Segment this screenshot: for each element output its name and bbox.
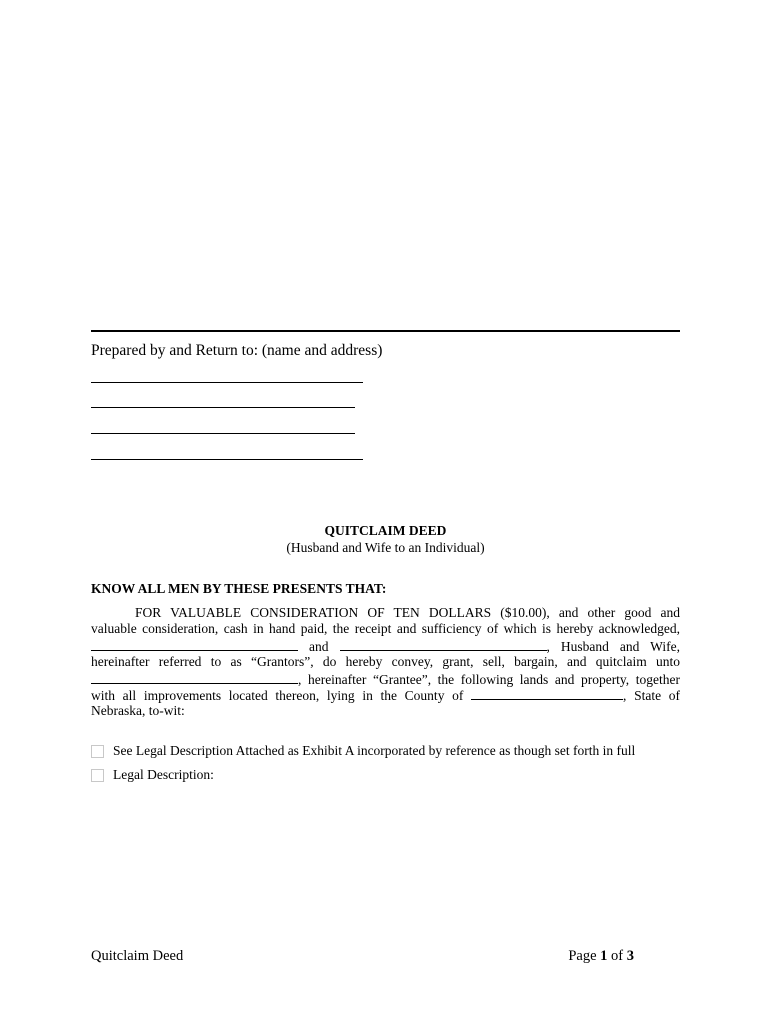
deed-title: QUITCLAIM DEED <box>324 523 447 538</box>
legal-description-label: Legal Description: <box>113 767 214 782</box>
return-address-line-4 <box>91 459 363 460</box>
and-word: and <box>309 638 329 654</box>
grantee-blank <box>91 671 298 684</box>
return-address-line-3 <box>91 433 355 434</box>
paragraph-line-2: valuable consideration, cash in hand paid, the receipt and sufficiency of which is hereby acknowledged, <box>91 621 680 637</box>
of-word: of <box>611 948 624 964</box>
paragraph-line-7: Nebraska, to-wit: <box>91 703 185 719</box>
conveyance-paragraph <box>91 605 680 720</box>
return-address-line-1 <box>91 382 363 383</box>
return-address-line-2 <box>91 407 355 408</box>
page-total: 3 <box>626 948 634 964</box>
grantor-2-blank <box>340 638 547 651</box>
footer-page-number <box>568 948 634 965</box>
county-blank <box>471 687 623 700</box>
footer-doc-name: Quitclaim Deed <box>91 948 184 964</box>
page-word: Page <box>568 948 597 964</box>
paragraph-line-4: hereinafter referred to as “Grantors”, do hereby convey, grant, sell, bargain, and quitclaim unto <box>91 654 680 670</box>
legal-description-checkbox[interactable] <box>91 769 104 782</box>
prepared-by-label: Prepared by and Return to: (name and address) <box>91 342 383 359</box>
paragraph-line-5 <box>91 671 680 687</box>
exhibit-option[interactable] <box>91 743 635 759</box>
paragraph-line-6 <box>91 687 680 703</box>
county-text: with all improvements located thereon, lying in the County of <box>91 687 464 703</box>
grantor-1-blank <box>91 638 298 651</box>
top-divider <box>91 330 680 332</box>
paragraph-line-1: FOR VALUABLE CONSIDERATION OF TEN DOLLARS ($10.00), and other good and <box>135 605 680 620</box>
page-current: 1 <box>600 948 608 964</box>
paragraph-line-3 <box>91 638 680 654</box>
exhibit-checkbox[interactable] <box>91 745 104 758</box>
legal-description-option[interactable] <box>91 767 214 783</box>
exhibit-label: See Legal Description Attached as Exhibit A incorporated by reference as though set forth in full <box>113 743 636 758</box>
husband-wife-text: , Husband and Wife, <box>546 638 681 654</box>
state-text: , State of <box>623 687 680 703</box>
grantee-text: , hereinafter “Grantee”, the following lands and property, together <box>298 671 680 687</box>
preamble-heading: KNOW ALL MEN BY THESE PRESENTS THAT: <box>91 581 387 596</box>
deed-subtitle: (Husband and Wife to an Individual) <box>286 540 485 555</box>
